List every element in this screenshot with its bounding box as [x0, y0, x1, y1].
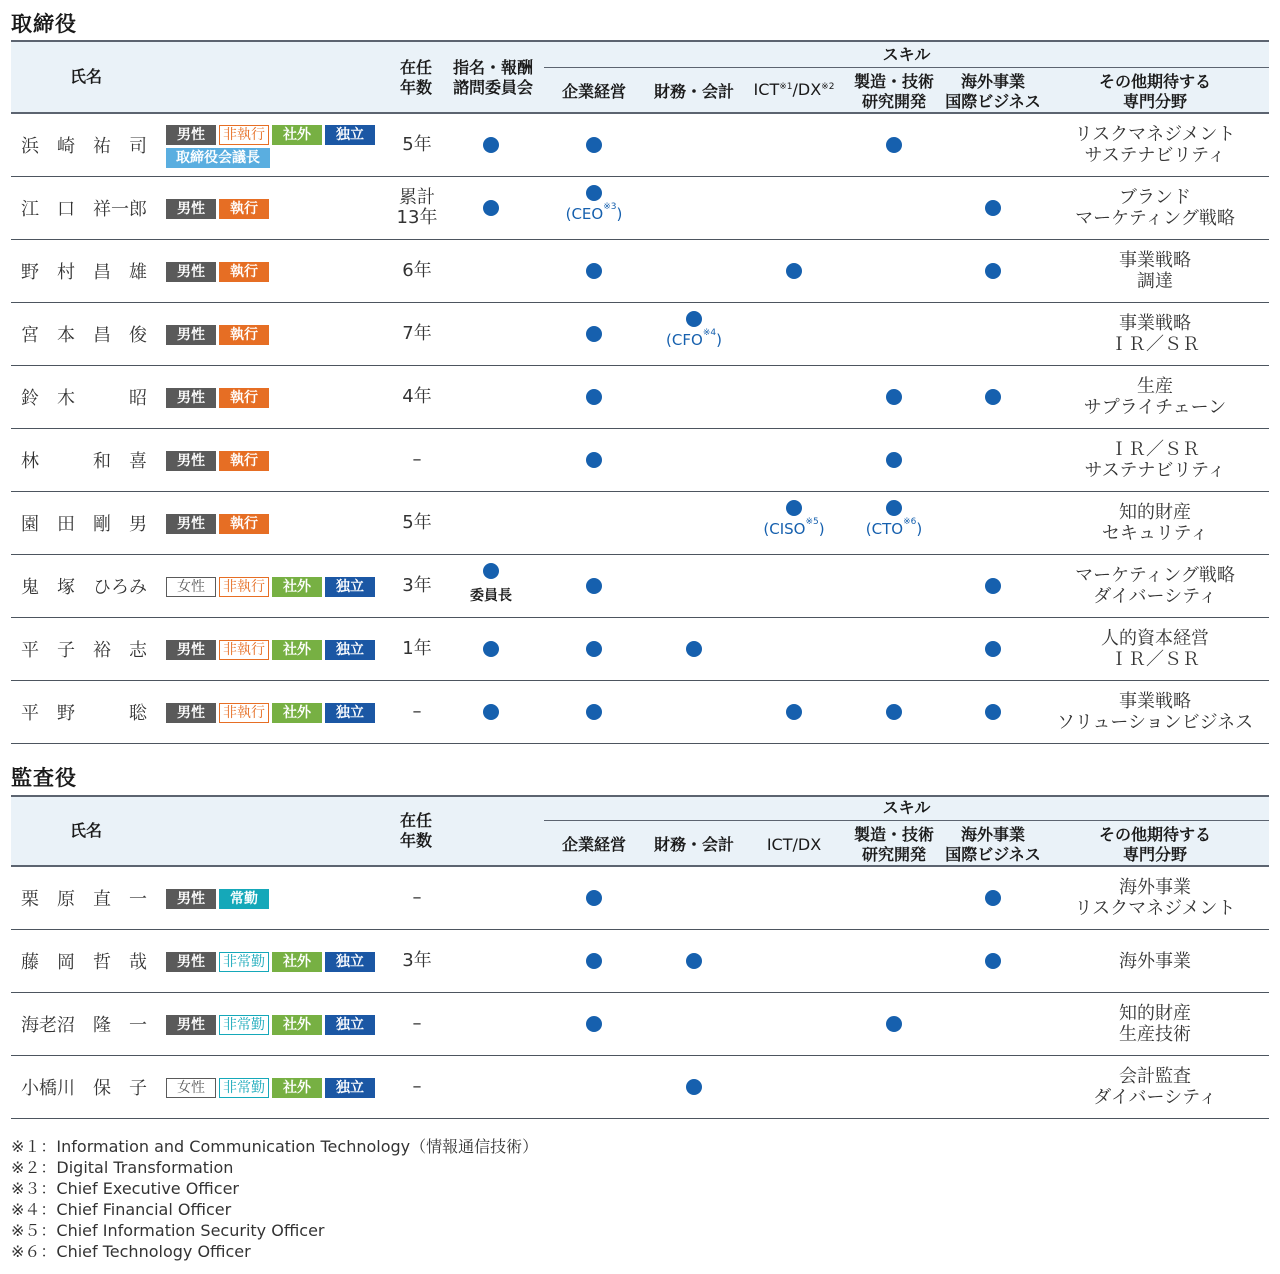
table-row [11, 492, 1269, 555]
skill-dot [586, 185, 602, 201]
attribute-badges [166, 639, 396, 662]
badge-f-indep: 独立 [325, 640, 375, 660]
badge-f-male: 男性 [166, 640, 216, 660]
tenure-value: 3年 [402, 575, 432, 596]
badge-f-exec: 執行 [219, 388, 269, 408]
skill-note-footnote-ref: ※6 [903, 517, 917, 527]
badge-f-male: 男性 [166, 388, 216, 408]
badge-f-outside: 社外 [272, 1015, 322, 1035]
badge-o-nonexec: 非執行 [219, 703, 269, 723]
expertise-line: 生産 [1137, 376, 1173, 397]
skill-cell-management [546, 240, 642, 302]
skill-dot [586, 953, 602, 969]
footnote-item: ※６：Chief Technology Officer [11, 1242, 251, 1261]
badge-f-male: 男性 [166, 125, 216, 145]
skill-cell-finance [646, 618, 742, 680]
attribute-badges [166, 198, 396, 221]
member-name: 平 野 聡 [21, 703, 147, 724]
skill-dot [985, 263, 1001, 279]
tenure-value: – [412, 887, 422, 908]
skill-note-footnote-ref: ※5 [805, 517, 819, 527]
auditors-table [11, 795, 1269, 1119]
skill-cell-overseas [945, 618, 1041, 680]
auditors-section-title: 監査役 [11, 766, 77, 790]
skill-cell-committee [443, 114, 539, 176]
skill-cell-manufacturing [846, 492, 942, 554]
table-row [11, 1056, 1269, 1119]
other-expertise [1051, 555, 1259, 617]
member-name: 林 和 喜 [21, 451, 147, 472]
skill-cell-finance [646, 930, 742, 992]
badge-f-male: 男性 [166, 952, 216, 972]
member-name: 鈴 木 昭 [21, 388, 147, 409]
badge-f-outside: 社外 [272, 577, 322, 597]
expertise-line: ＩＲ／ＳＲ [1110, 334, 1200, 355]
skill-dot [886, 137, 902, 153]
skill-dot [686, 953, 702, 969]
member-name: 藤 岡 哲 哉 [21, 952, 147, 973]
skill-cell-overseas [945, 930, 1041, 992]
skill-dot [985, 953, 1001, 969]
other-expertise [1051, 492, 1259, 554]
attribute-badges [166, 324, 396, 347]
skill-dot [483, 200, 499, 216]
skill-note [536, 202, 652, 223]
header-tenure: 在任 年数 [399, 58, 432, 97]
auditors-table-header [11, 795, 1269, 867]
skill-dot [985, 389, 1001, 405]
skill-note-text: (CTO [865, 520, 904, 538]
expertise-line: サステナビリティ [1084, 145, 1226, 166]
skill-dot [686, 1079, 702, 1095]
header-manufacturing: 製造・技術 研究開発 [853, 825, 934, 864]
badge-f-male: 男性 [166, 889, 216, 909]
skill-dot [586, 890, 602, 906]
badge-f-male: 男性 [166, 451, 216, 471]
badge-f-fulltime: 常勤 [219, 889, 269, 909]
skill-cell-finance [646, 1056, 742, 1118]
skill-dot [886, 389, 902, 405]
badge-f-chair: 取締役会議長 [166, 148, 270, 168]
attribute-badges [166, 951, 396, 974]
footnote-item: ※４：Chief Financial Officer [11, 1200, 232, 1219]
skill-cell-overseas [945, 177, 1041, 239]
header-overseas: 海外事業 国際ビジネス [945, 72, 1041, 111]
expertise-line: ダイバーシティ [1093, 1087, 1217, 1108]
table-row [11, 366, 1269, 429]
skill-cell-overseas [945, 867, 1041, 929]
other-expertise [1051, 240, 1259, 302]
member-name: 園 田 剛 男 [21, 514, 147, 535]
skill-dot [985, 200, 1001, 216]
header-management: 企業経営 [561, 835, 626, 854]
expertise-line: マーケティング戦略 [1075, 565, 1235, 586]
skill-dot [586, 1016, 602, 1032]
tenure-value: 5年 [402, 512, 432, 533]
tenure-value: – [412, 701, 422, 722]
badge-f-male: 男性 [166, 262, 216, 282]
table-row [11, 429, 1269, 492]
expertise-line: リスクマネジメント [1074, 124, 1236, 145]
badge-f-outside: 社外 [272, 640, 322, 660]
badge-o-parttime: 非常勤 [219, 952, 269, 972]
skill-cell-manufacturing [846, 429, 942, 491]
skill-note-close: ) [916, 520, 923, 538]
skill-note [736, 517, 852, 538]
tenure-value: 5年 [402, 134, 432, 155]
skill-cell-finance [646, 303, 742, 365]
attribute-badges [166, 450, 396, 473]
skill-dot [886, 500, 902, 516]
table-row [11, 930, 1269, 993]
expertise-line: リスクマネジメント [1074, 898, 1236, 919]
header-management: 企業経営 [561, 82, 626, 101]
skill-cell-overseas [945, 240, 1041, 302]
tenure-value: – [412, 449, 422, 470]
skill-dot [886, 452, 902, 468]
expertise-line: マーケティング戦略 [1075, 208, 1235, 229]
skill-note-close: ) [818, 520, 825, 538]
table-row [11, 681, 1269, 744]
skill-cell-manufacturing [846, 681, 942, 743]
badge-o-nonexec: 非執行 [219, 577, 269, 597]
skill-note-close: ) [716, 331, 722, 349]
other-expertise [1051, 993, 1259, 1055]
tenure-value: 累計 13年 [396, 187, 438, 228]
expertise-line: ソリューションビジネス [1056, 712, 1254, 733]
badge-f-exec: 執行 [219, 451, 269, 471]
expertise-line: 生産技術 [1119, 1024, 1191, 1045]
expertise-line: ダイバーシティ [1093, 586, 1217, 607]
expertise-line: 知的財産 [1119, 502, 1191, 523]
skill-dot [985, 578, 1001, 594]
member-name: 野 村 昌 雄 [21, 262, 147, 283]
other-expertise [1051, 177, 1259, 239]
skill-dot [786, 263, 802, 279]
expertise-line: 事業戦略 [1119, 313, 1191, 334]
skill-cell-management [546, 303, 642, 365]
badge-o-nonexec: 非執行 [219, 125, 269, 145]
member-name: 海老沼 隆 一 [21, 1015, 147, 1036]
skill-note [636, 328, 752, 349]
attribute-badges [166, 1077, 396, 1100]
footnote-item: ※２：Digital Transformation [11, 1158, 234, 1177]
other-expertise [1051, 681, 1259, 743]
skill-cell-manufacturing [846, 366, 942, 428]
header-overseas: 海外事業 国際ビジネス [945, 825, 1041, 864]
directors-table [11, 40, 1269, 744]
attribute-badges [166, 702, 396, 725]
tenure-value: 7年 [402, 323, 432, 344]
badge-f-indep: 独立 [325, 1015, 375, 1035]
footnote-item: ※３：Chief Executive Officer [11, 1179, 239, 1198]
badge-o-nonexec: 非執行 [219, 640, 269, 660]
skill-cell-ict [746, 681, 842, 743]
member-name: 平 子 裕 志 [21, 640, 147, 661]
table-row [11, 618, 1269, 681]
skill-note-close: ) [616, 205, 623, 223]
header-tenure: 在任 年数 [399, 811, 432, 850]
skill-cell-management [546, 429, 642, 491]
skill-cell-committee [443, 555, 539, 617]
badge-f-exec: 執行 [219, 199, 269, 219]
skill-note-text: (CFO [666, 331, 703, 349]
badge-f-exec: 執行 [219, 262, 269, 282]
skill-dot [483, 704, 499, 720]
skill-cell-overseas [945, 555, 1041, 617]
skill-dot [886, 704, 902, 720]
attribute-badges [166, 387, 396, 410]
table-row [11, 303, 1269, 366]
header-other-expertise: その他期待する 専門分野 [1098, 72, 1211, 111]
skill-dot [786, 500, 802, 516]
skill-cell-overseas [945, 366, 1041, 428]
directors-table-body [11, 114, 1269, 744]
header-skills: スキル [882, 798, 931, 817]
skill-cell-management [546, 366, 642, 428]
badge-o-parttime: 非常勤 [219, 1015, 269, 1035]
expertise-line: 知的財産 [1119, 1003, 1191, 1024]
member-name: 栗 原 直 一 [21, 889, 147, 910]
header-other-expertise: その他期待する 専門分野 [1098, 825, 1211, 864]
skill-dot [586, 578, 602, 594]
attribute-badges [166, 261, 396, 284]
footnotes [11, 1136, 538, 1262]
badge-f-outside: 社外 [272, 703, 322, 723]
skill-dot [686, 311, 702, 327]
skill-cell-management [546, 555, 642, 617]
other-expertise [1051, 618, 1259, 680]
skill-cell-committee [443, 618, 539, 680]
tenure-value: 4年 [402, 386, 432, 407]
skill-note-text: 委員長 [470, 588, 512, 604]
badge-f-exec: 執行 [219, 325, 269, 345]
expertise-line: 海外事業 [1119, 950, 1191, 972]
table-row [11, 993, 1269, 1056]
skill-note-footnote-ref: ※3 [603, 202, 617, 212]
tenure-value: 6年 [402, 260, 432, 281]
other-expertise [1051, 930, 1259, 992]
other-expertise [1051, 867, 1259, 929]
header-name: 氏名 [69, 67, 102, 86]
skill-note-text: (CISO [763, 520, 806, 538]
badge-f-outside: 社外 [272, 125, 322, 145]
table-row [11, 555, 1269, 618]
skill-note-footnote-ref: ※4 [702, 328, 717, 338]
table-row [11, 867, 1269, 930]
tenure-value: – [412, 1013, 422, 1034]
skill-cell-manufacturing [846, 114, 942, 176]
skill-cell-committee [443, 177, 539, 239]
attribute-badges [166, 888, 396, 911]
expertise-line: 調達 [1137, 271, 1173, 292]
badge-f-indep: 独立 [325, 1078, 375, 1098]
member-name: 浜 崎 祐 司 [21, 136, 147, 157]
expertise-line: 事業戦略 [1119, 250, 1191, 271]
skill-cell-management [546, 114, 642, 176]
footnote-item: ※５：Chief Information Security Officer [11, 1221, 325, 1240]
table-row [11, 240, 1269, 303]
badge-f-indep: 独立 [325, 952, 375, 972]
skill-cell-management [546, 618, 642, 680]
attribute-badges [166, 1014, 396, 1037]
badge-f-male: 男性 [166, 1015, 216, 1035]
badge-f-male: 男性 [166, 325, 216, 345]
member-name: 江 口 祥一郎 [21, 199, 147, 220]
skills-group-divider [544, 820, 1269, 821]
badge-o-female: 女性 [166, 1078, 216, 1098]
expertise-line: ＩＲ／ＳＲ [1110, 439, 1200, 460]
badge-f-outside: 社外 [272, 1078, 322, 1098]
skill-cell-ict [746, 492, 842, 554]
skill-dot [483, 641, 499, 657]
skill-dot [483, 137, 499, 153]
other-expertise [1051, 366, 1259, 428]
table-row [11, 114, 1269, 177]
skill-cell-management [546, 681, 642, 743]
other-expertise [1051, 429, 1259, 491]
badge-f-male: 男性 [166, 199, 216, 219]
member-name: 鬼 塚 ひろみ [21, 577, 147, 598]
skill-cell-committee [443, 681, 539, 743]
expertise-line: 事業戦略 [1119, 691, 1191, 712]
skill-cell-management [546, 930, 642, 992]
attribute-badges [166, 513, 396, 536]
expertise-line: 人的資本経営 [1101, 628, 1209, 649]
expertise-line: 海外事業 [1119, 877, 1191, 898]
skill-cell-management [546, 993, 642, 1055]
skill-cell-management [546, 867, 642, 929]
badge-f-male: 男性 [166, 703, 216, 723]
expertise-line: サステナビリティ [1084, 460, 1226, 481]
skills-group-divider [544, 67, 1269, 68]
skill-cell-management [546, 177, 642, 239]
header-ict-dx: ICT/DX [766, 835, 822, 854]
skill-note [836, 517, 952, 538]
expertise-line: 会計監査 [1119, 1066, 1191, 1087]
skill-dot [586, 263, 602, 279]
other-expertise [1051, 303, 1259, 365]
skill-dot [886, 1016, 902, 1032]
auditors-table-body [11, 867, 1269, 1119]
skill-dot [985, 704, 1001, 720]
skill-note [433, 585, 549, 605]
skill-dot [586, 137, 602, 153]
badge-f-indep: 独立 [325, 125, 375, 145]
tenure-value: 3年 [402, 950, 432, 971]
skill-dot [786, 704, 802, 720]
attribute-badges [166, 124, 396, 170]
member-name: 宮 本 昌 俊 [21, 325, 147, 346]
header-committee: 指名・報酬 諮問委員会 [452, 58, 533, 97]
directors-section-title: 取締役 [11, 12, 77, 36]
header-name: 氏名 [69, 821, 102, 840]
skill-cell-ict [746, 240, 842, 302]
attribute-badges [166, 576, 396, 599]
skill-dot [586, 641, 602, 657]
table-row [11, 177, 1269, 240]
skill-dot [586, 452, 602, 468]
other-expertise [1051, 1056, 1259, 1118]
expertise-line: ブランド [1119, 187, 1191, 208]
expertise-line: サプライチェーン [1083, 397, 1227, 418]
skill-cell-manufacturing [846, 993, 942, 1055]
tenure-value: 1年 [402, 638, 432, 659]
skill-dot [686, 641, 702, 657]
badge-f-outside: 社外 [272, 952, 322, 972]
badge-o-female: 女性 [166, 577, 216, 597]
badge-f-indep: 独立 [325, 577, 375, 597]
badge-f-indep: 独立 [325, 703, 375, 723]
skill-note-text: (CEO [565, 205, 604, 223]
footnote-item: ※１：Information and Communication Technology（情報通信技術） [11, 1137, 539, 1156]
other-expertise [1051, 114, 1259, 176]
directors-table-header [11, 40, 1269, 114]
skill-dot [586, 326, 602, 342]
header-manufacturing: 製造・技術 研究開発 [853, 72, 934, 111]
skill-dot [985, 641, 1001, 657]
expertise-line: ＩＲ／ＳＲ [1110, 649, 1200, 670]
badge-f-male: 男性 [166, 514, 216, 534]
header-finance: 財務・会計 [653, 82, 734, 101]
skill-dot [985, 890, 1001, 906]
header-ict-dx: ICT$^{※1}$/DX$^{※2}$ [753, 80, 835, 99]
skill-cell-overseas [945, 681, 1041, 743]
header-finance: 財務・会計 [653, 835, 734, 854]
skill-dot [586, 704, 602, 720]
skill-dot [483, 563, 499, 579]
expertise-line: セキュリティ [1101, 523, 1209, 544]
header-skills: スキル [882, 45, 931, 64]
badge-f-exec: 執行 [219, 514, 269, 534]
member-name: 小橋川 保 子 [21, 1078, 147, 1099]
tenure-value: – [412, 1076, 422, 1097]
badge-o-parttime: 非常勤 [219, 1078, 269, 1098]
skill-dot [586, 389, 602, 405]
